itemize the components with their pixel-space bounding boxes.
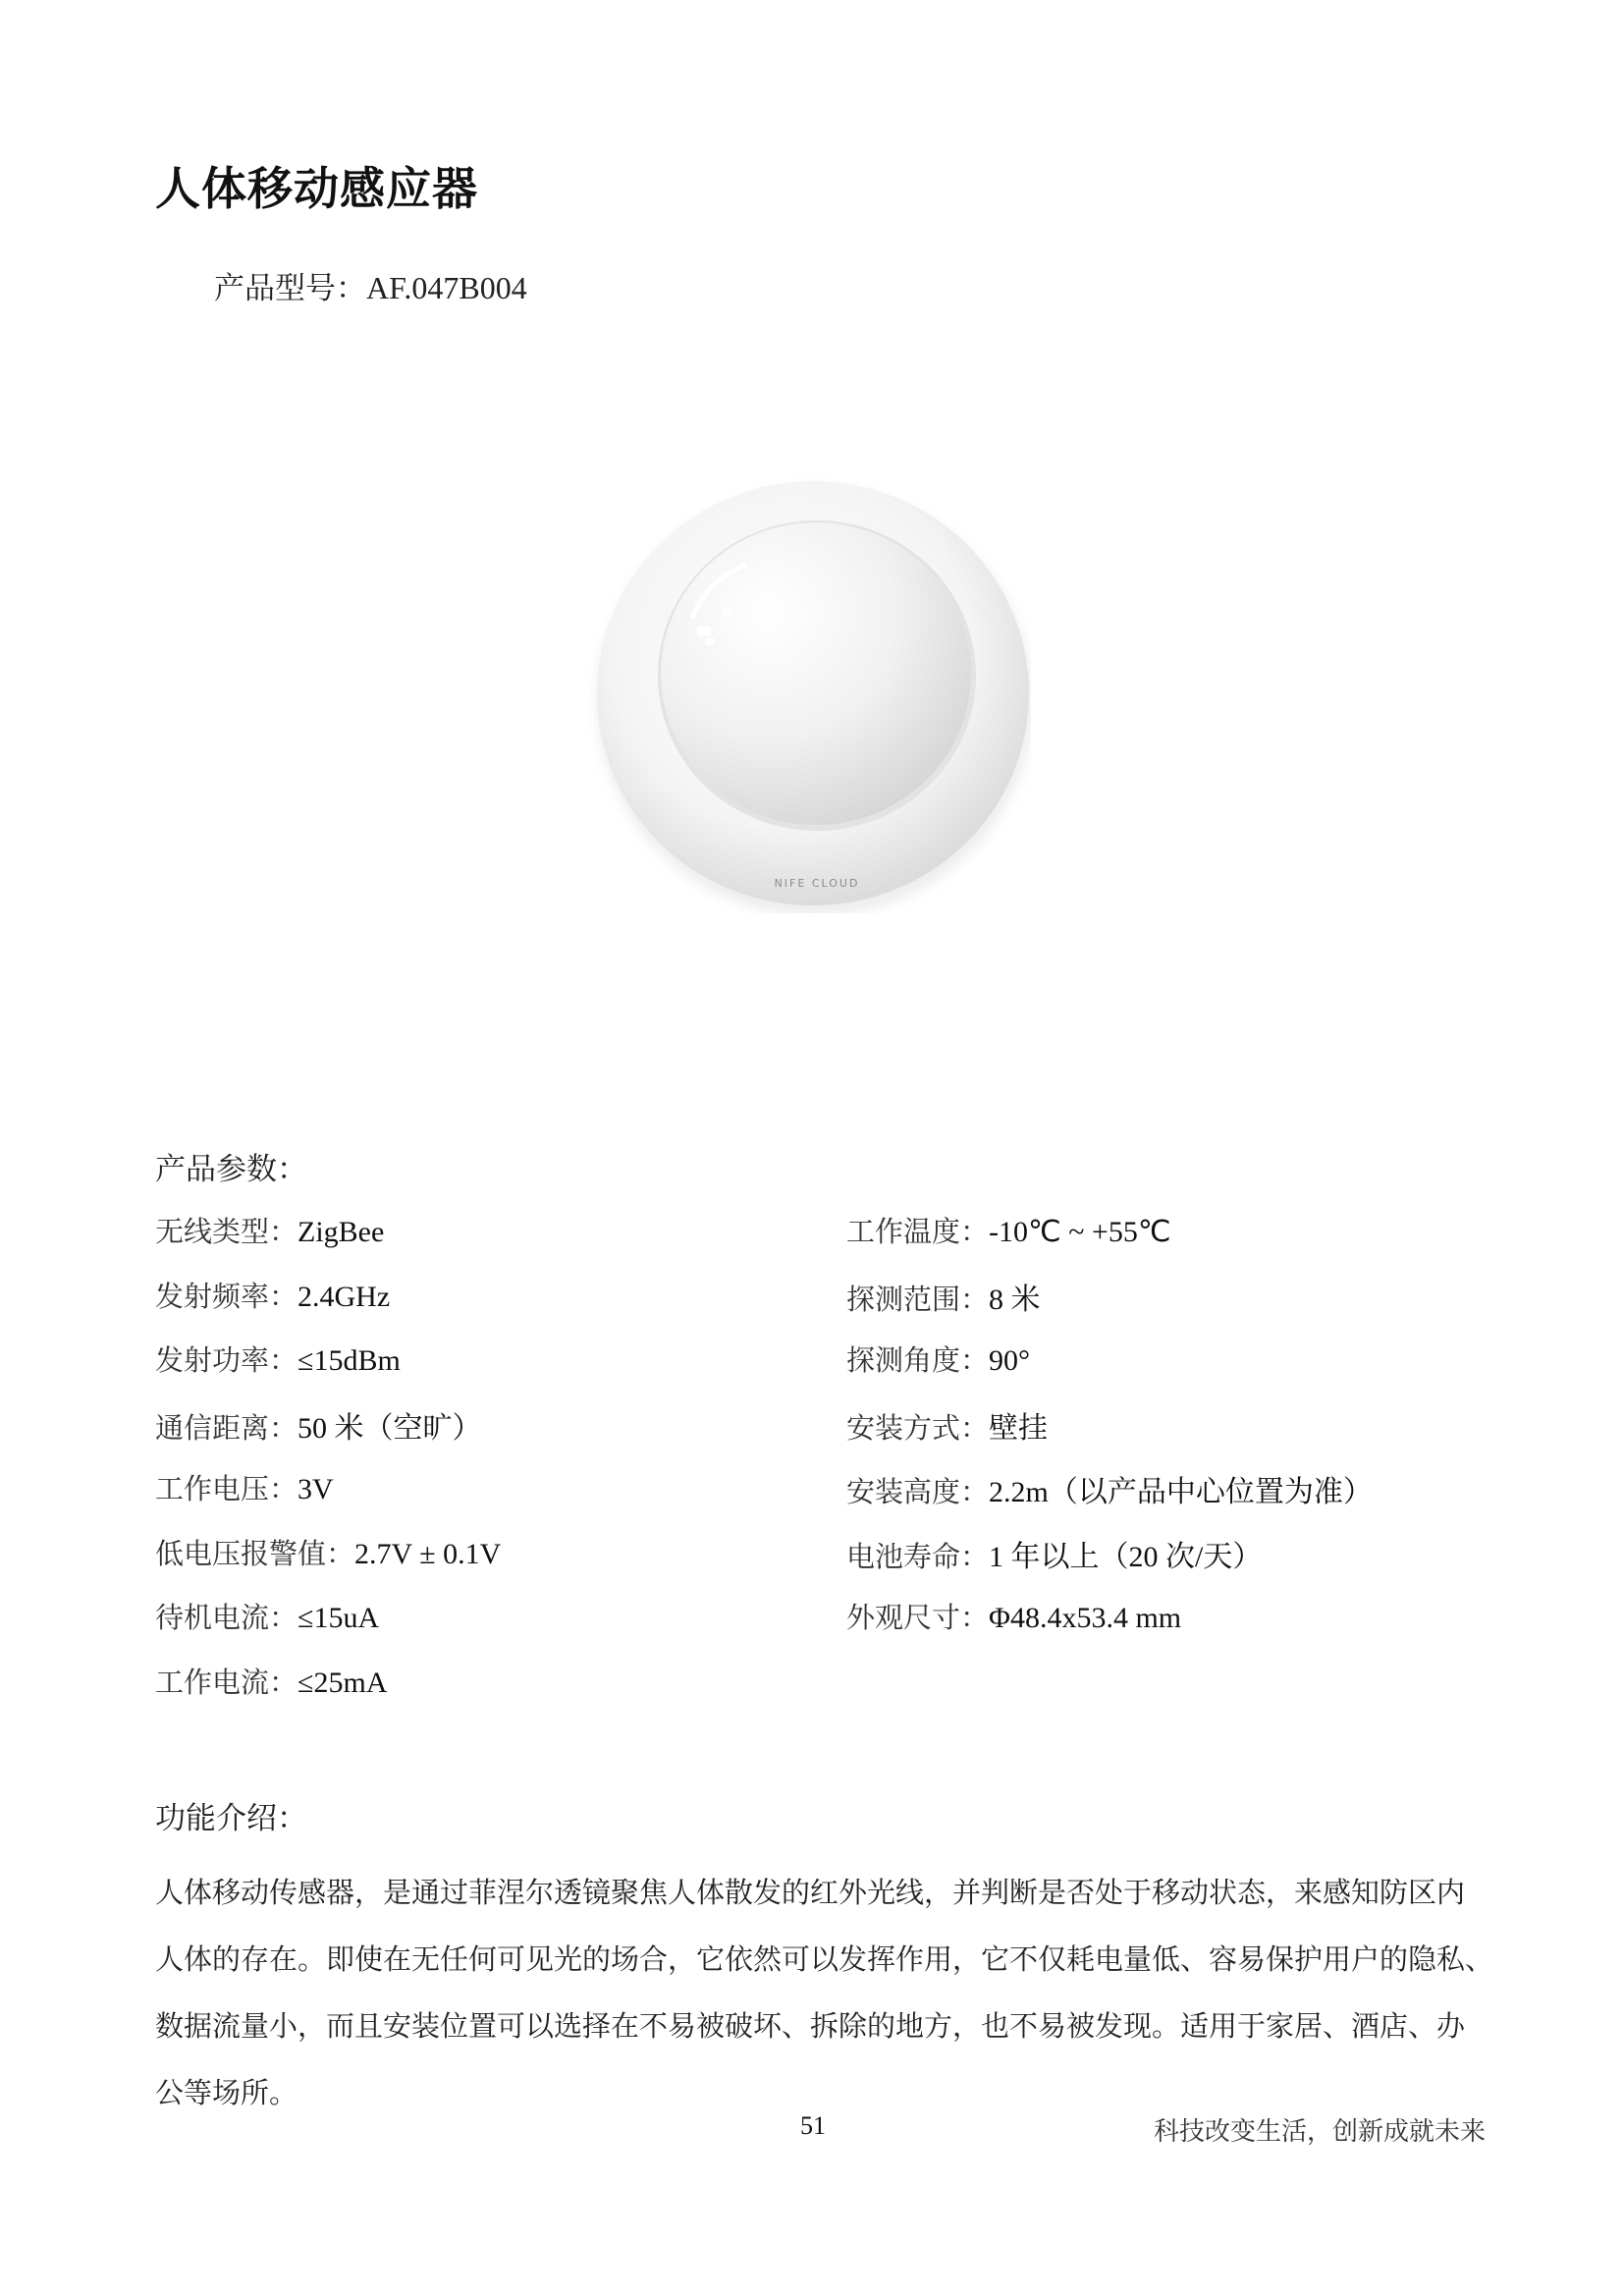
param-value: 50 米（空旷） — [298, 1411, 482, 1445]
param-value: 壁挂 — [989, 1411, 1049, 1445]
product-model — [214, 263, 527, 307]
param-value: 90° — [989, 1344, 1031, 1377]
function-description — [155, 1859, 1494, 2126]
function-line: 人体的存在。即使在无任何可见光的场合，它依然可以发挥作用，它不仅耗电量低、容易保护用户的隐私、 — [155, 1942, 1494, 1976]
param-value: 2.4GHz — [298, 1280, 391, 1313]
param-row — [155, 1210, 384, 1250]
param-row — [155, 1339, 401, 1379]
param-row — [155, 1467, 334, 1507]
param-label: 外观尺寸： — [846, 1601, 990, 1634]
page-number: 51 — [800, 2111, 826, 2140]
product-image — [589, 462, 1031, 913]
param-row — [846, 1403, 1048, 1447]
param-label: 发射功率： — [155, 1343, 298, 1377]
param-value: 2.2m（以产品中心位置为准） — [989, 1476, 1373, 1508]
param-value: 2.7V ± 0.1V — [354, 1537, 502, 1570]
param-value: 1 年以上（20 次/天） — [989, 1540, 1263, 1573]
param-label: 通信距离： — [155, 1410, 298, 1445]
param-value: -10℃ ~ +55℃ — [989, 1216, 1171, 1248]
param-label: 探测角度： — [846, 1343, 990, 1377]
page-title: 人体移动感应器 — [155, 162, 478, 215]
param-row — [155, 1532, 501, 1572]
param-value: ≤15dBm — [298, 1344, 401, 1377]
product-model-label: 产品型号： — [214, 271, 366, 306]
param-row — [846, 1275, 1041, 1318]
param-value: 8 米 — [989, 1283, 1041, 1316]
param-label: 探测范围： — [846, 1282, 990, 1316]
param-value: Φ48.4x53.4 mm — [989, 1602, 1182, 1634]
param-row — [846, 1210, 1171, 1250]
param-row — [846, 1339, 1030, 1379]
param-row — [846, 1596, 1181, 1636]
param-label: 电池寿命： — [846, 1539, 990, 1573]
param-row — [155, 1275, 390, 1315]
param-label: 安装高度： — [846, 1475, 990, 1508]
function-line: 人体移动传感器，是通过菲涅尔透镜聚焦人体散发的红外光线，并判断是否处于移动状态，来感知防区内 — [155, 1876, 1466, 1909]
param-label: 工作电压： — [155, 1472, 298, 1505]
param-row — [155, 1596, 379, 1636]
param-label: 安装方式： — [846, 1410, 990, 1445]
param-value: ≤25mA — [298, 1666, 388, 1699]
param-label: 待机电流： — [155, 1601, 298, 1634]
param-label: 发射频率： — [155, 1279, 298, 1313]
function-heading: 功能介绍： — [155, 1801, 307, 1836]
param-value: ≤15uA — [298, 1602, 380, 1634]
function-line: 公等场所。 — [155, 2076, 298, 2109]
function-line: 数据流量小，而且安装位置可以选择在不易被破坏、拆除的地方，也不易被发现。适用于家居、酒店、办 — [155, 2009, 1466, 2043]
param-value: ZigBee — [298, 1216, 385, 1248]
param-value: 3V — [298, 1473, 334, 1505]
product-model-value: AF.047B004 — [366, 270, 527, 305]
param-label: 工作温度： — [846, 1215, 990, 1248]
footer-slogan: 科技改变生活，创新成就未来 — [1154, 2117, 1487, 2147]
params-heading: 产品参数： — [155, 1152, 307, 1187]
brand-logo-text: NIFE CLOUD — [774, 877, 860, 890]
param-row — [846, 1532, 1262, 1575]
param-row — [846, 1467, 1373, 1510]
param-label: 工作电流： — [155, 1665, 298, 1699]
param-row — [155, 1661, 387, 1701]
param-label: 无线类型： — [155, 1215, 298, 1248]
param-row — [155, 1403, 482, 1447]
param-label: 低电压报警值： — [155, 1536, 355, 1570]
